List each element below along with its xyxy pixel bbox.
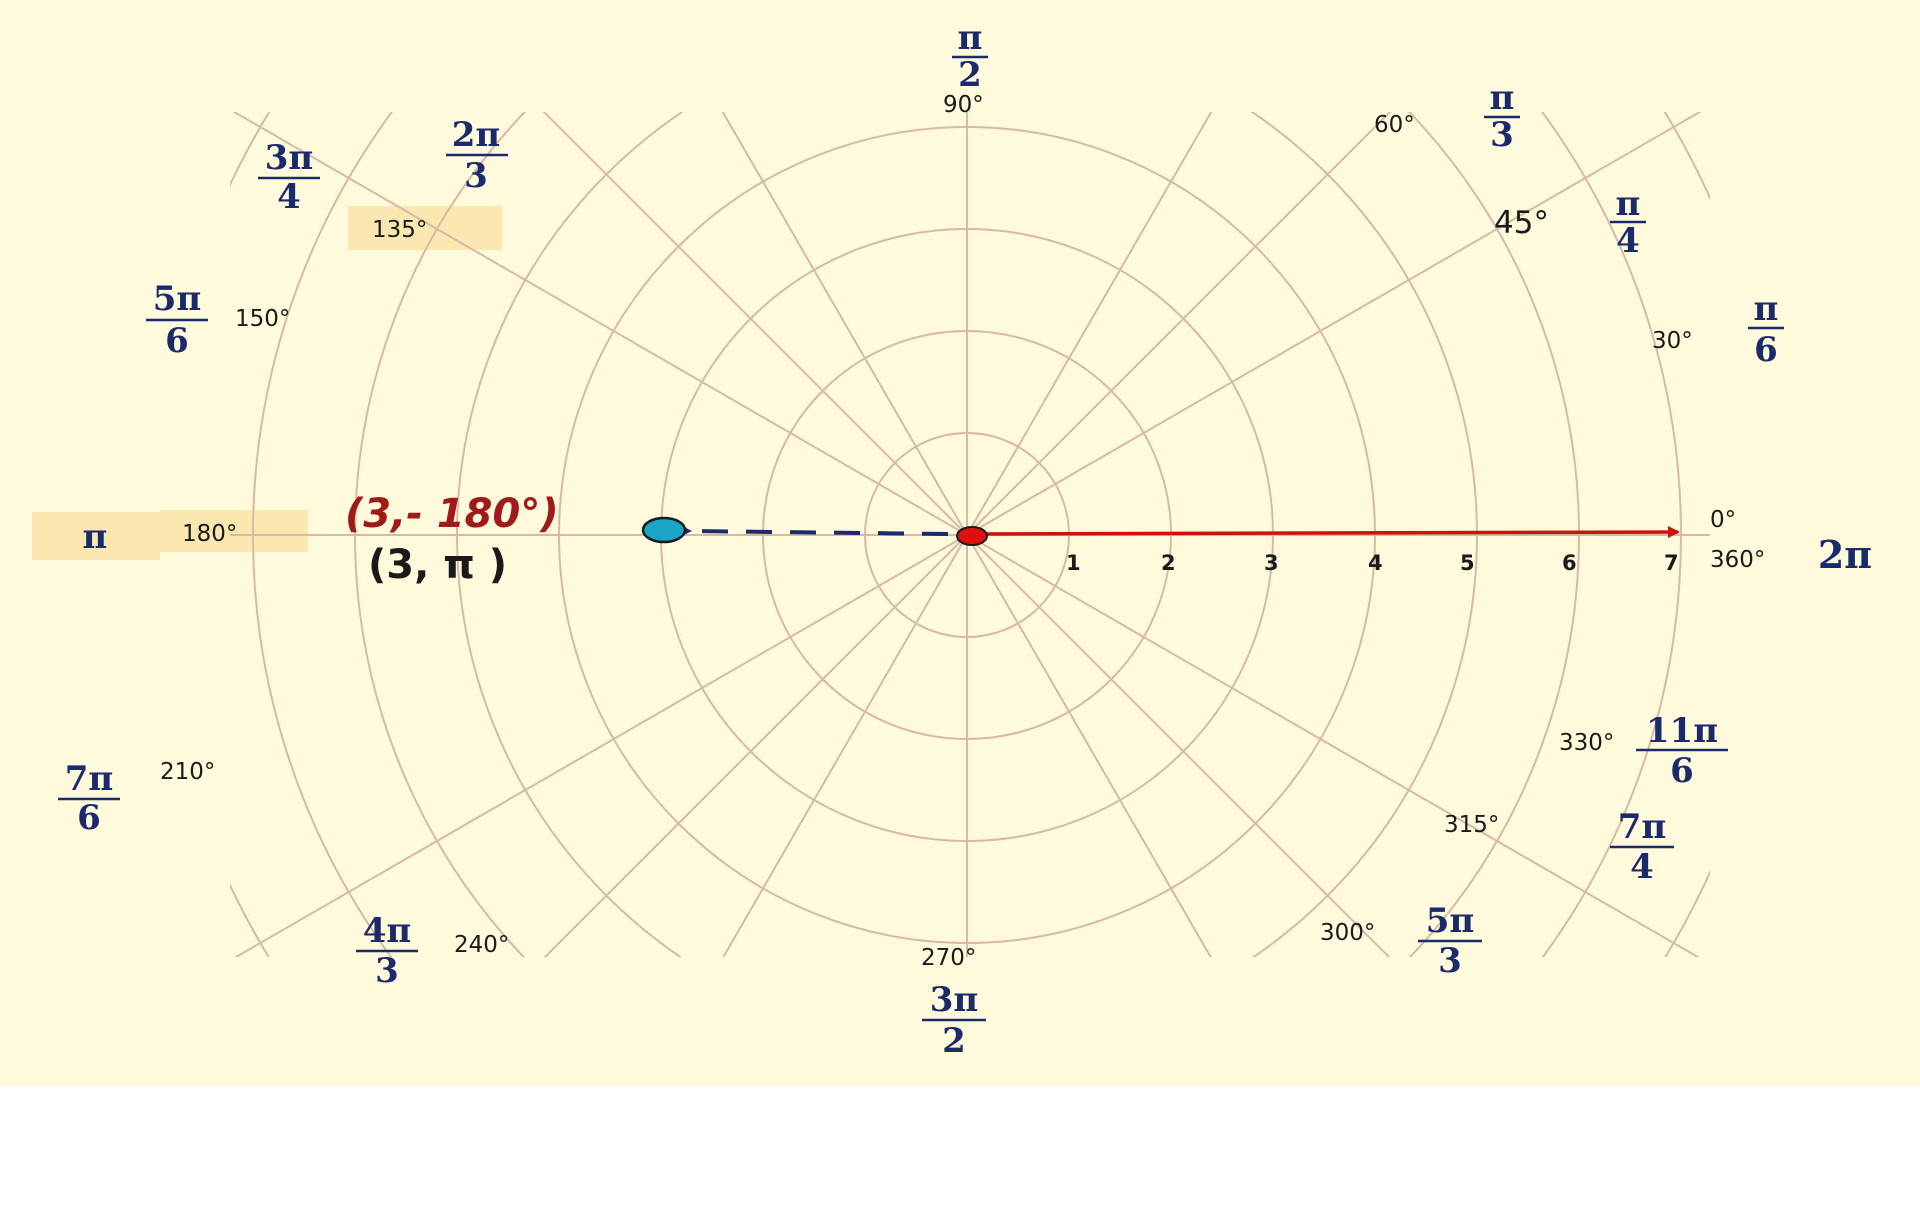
radial-label-6: 6: [1562, 551, 1577, 575]
radian-2pi-3-num: 2π: [451, 115, 501, 155]
radian-3pi-4-den: 4: [277, 177, 301, 217]
radian-pi-2-den: 2: [958, 55, 982, 95]
radian-label-7pi-6: [58, 759, 120, 838]
point-label-radians: (3, π ): [368, 542, 508, 588]
radian-5pi-3-den: 3: [1438, 941, 1462, 981]
radial-labels: [1066, 551, 1679, 575]
radian-label-5pi-3: [1418, 901, 1482, 981]
radian-label-pi-3: [1484, 78, 1520, 155]
grid-spoke-150: [14, 0, 967, 535]
radian-5pi-6-num: 5π: [152, 279, 202, 319]
radian-label-pi-6: [1748, 289, 1784, 370]
degree-label-360: 360°: [1710, 547, 1766, 573]
grid-spoke-120: [417, 0, 967, 535]
radian-label-4pi-3: [356, 911, 418, 991]
radian-label-7pi-4: [1610, 807, 1674, 887]
degree-label-330: 330°: [1559, 730, 1615, 756]
radian-pi-6-den: 6: [1754, 330, 1778, 370]
radial-label-4: 4: [1368, 551, 1383, 575]
degree-label-210: 210°: [160, 759, 216, 785]
grid-spoke-225: [189, 535, 967, 1213]
degree-label-300: 300°: [1320, 920, 1376, 946]
radian-pi-2-num: π: [957, 18, 983, 58]
radian-3pi-2-den: 2: [942, 1021, 966, 1061]
degree-label-180: 180°: [182, 521, 238, 547]
radian-label-pi: π: [82, 517, 108, 557]
grid-spoke-210: [14, 535, 967, 1085]
radian-label-pi-4: [1610, 184, 1646, 261]
degree-label-270: 270°: [921, 945, 977, 971]
grid-spoke-30: [967, 0, 1920, 535]
radian-7pi-6-den: 6: [77, 798, 101, 838]
degree-label-315: 315°: [1444, 812, 1500, 838]
radian-pi-3-den: 3: [1490, 115, 1514, 155]
radian-11pi-6-den: 6: [1670, 751, 1694, 791]
radial-label-3: 3: [1264, 551, 1279, 575]
degree-label-60: 60°: [1374, 112, 1415, 138]
grid-spoke-60: [967, 0, 1517, 535]
radial-label-5: 5: [1460, 551, 1475, 575]
radian-3pi-4-num: 3π: [264, 138, 314, 178]
degree-label-30: 30°: [1652, 328, 1693, 354]
radian-7pi-4-den: 4: [1630, 847, 1654, 887]
degree-label-240: 240°: [454, 932, 510, 958]
degree-label-0: 0°: [1710, 507, 1737, 533]
radian-4pi-3-num: 4π: [362, 911, 412, 951]
grid-spoke-330: [967, 535, 1920, 1085]
dashed-arrow: [690, 531, 948, 534]
radial-label-2: 2: [1161, 551, 1176, 575]
radian-11pi-6-num: 11π: [1645, 711, 1719, 751]
radian-label-2pi: 2π: [1817, 532, 1873, 577]
degree-label-45: 45°: [1494, 205, 1549, 241]
radial-label-7: 7: [1664, 551, 1679, 575]
polar-axis-ray: [972, 532, 1678, 534]
degree-label-135: 135°: [372, 217, 428, 243]
radian-label-5pi-6: [146, 279, 208, 361]
radian-pi-4-num: π: [1615, 184, 1641, 224]
grid-spoke-315: [967, 535, 1745, 1213]
grid-spoke-240: [417, 535, 967, 1213]
radian-4pi-3-den: 3: [375, 951, 399, 991]
radian-2pi-3-den: 3: [464, 156, 488, 196]
radian-label-pi-2: [952, 18, 988, 95]
degree-label-90: 90°: [943, 92, 984, 118]
radian-7pi-6-num: 7π: [64, 759, 114, 799]
grid-spoke-300: [967, 535, 1517, 1213]
radian-7pi-4-num: 7π: [1617, 807, 1667, 847]
degree-label-150: 150°: [235, 306, 291, 332]
radian-3pi-2-num: 3π: [929, 980, 979, 1020]
radian-label-3pi-4: [258, 138, 320, 217]
radian-5pi-3-num: 5π: [1425, 901, 1475, 941]
radian-label-11pi-6: [1636, 711, 1728, 791]
point-label-degrees: (3,- 180°): [345, 491, 559, 537]
radian-pi-4-den: 4: [1616, 221, 1640, 261]
radian-pi-3-num: π: [1489, 78, 1515, 118]
radial-label-1: 1: [1066, 551, 1081, 575]
pole-marker: [957, 527, 987, 545]
plotted-point: [643, 518, 685, 542]
radian-label-3pi-2: [922, 980, 986, 1061]
radian-label-2pi-3: [446, 115, 508, 196]
radian-5pi-6-den: 6: [165, 321, 189, 361]
radian-pi-6-num: π: [1753, 289, 1779, 329]
